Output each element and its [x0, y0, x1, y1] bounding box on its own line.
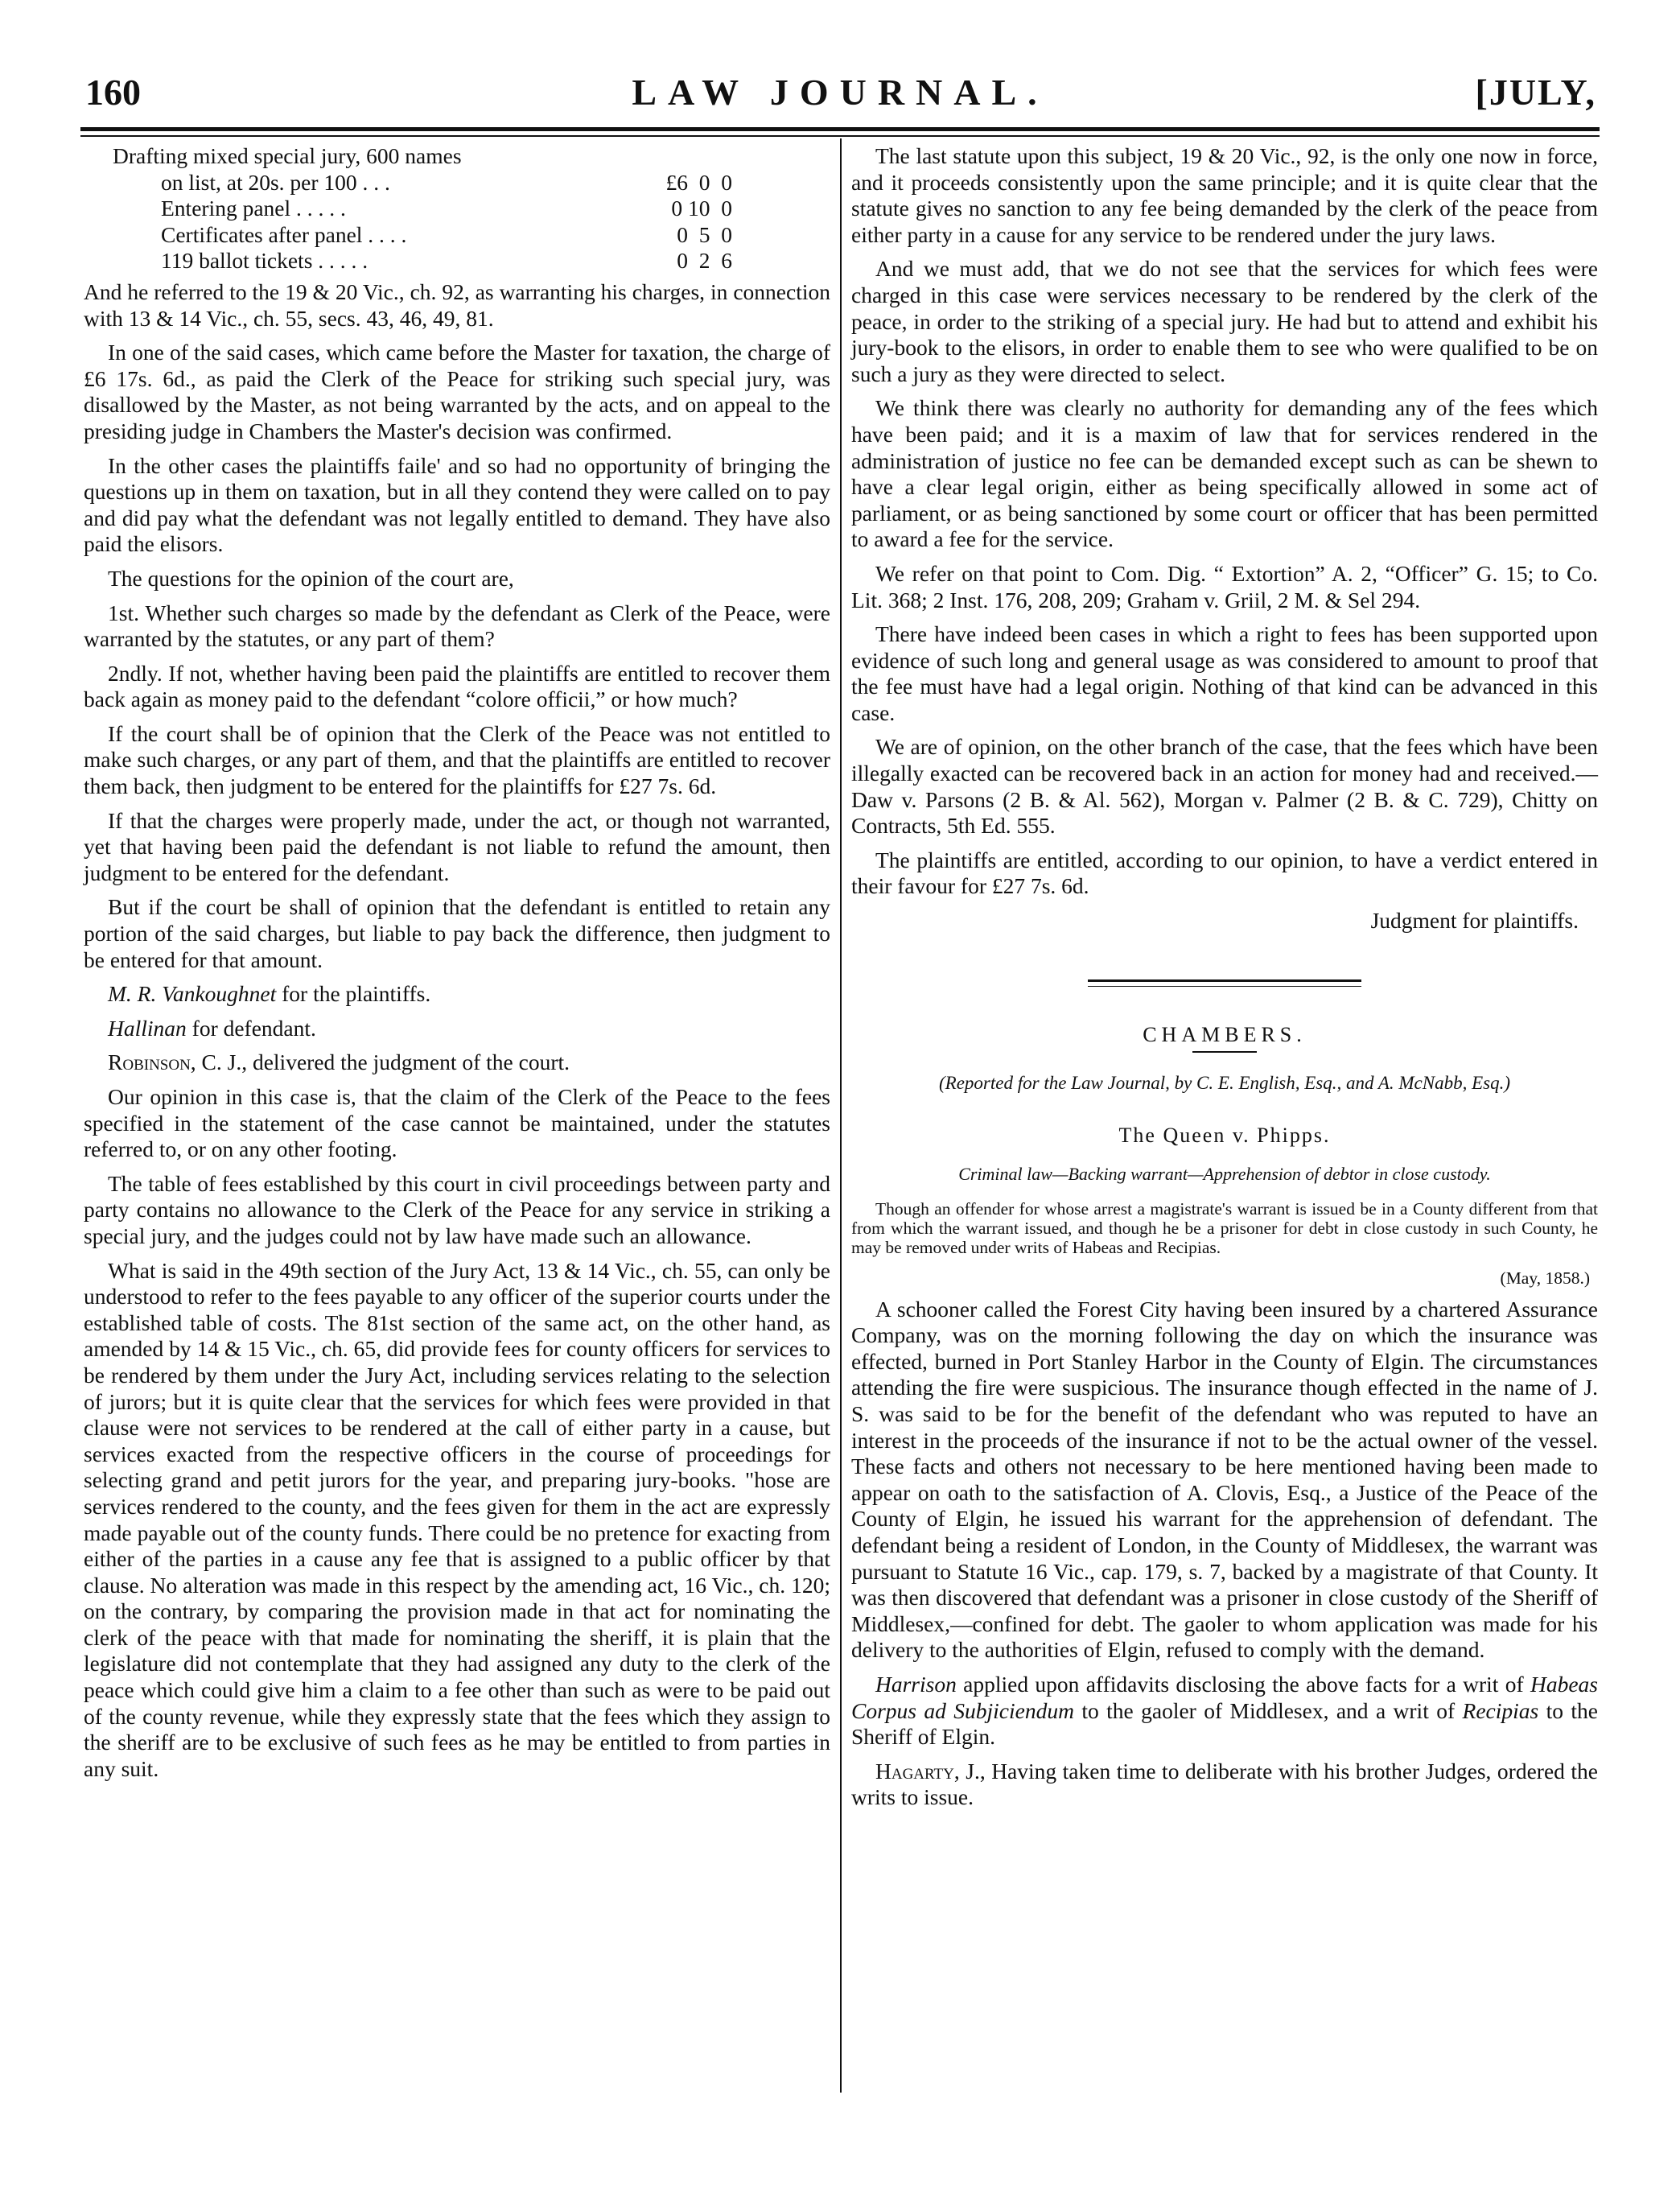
judge-name: Hagarty	[875, 1758, 954, 1784]
counsel-line	[84, 981, 830, 1008]
paragraph: We refer on that point to Com. Dig. “ Extortion” A. 2, “Officer” G. 15; to Co. Lit. 368; 2 Inst. 176, 208, 209; Graham v. Griil, 2 M. & Sel 294.	[851, 560, 1598, 612]
reporter-credit: (Reported for the Law Journal, by C. E. English, Esq., and A. McNabb, Esq.)	[939, 1073, 1510, 1094]
fee-amount: 0 2 6	[677, 248, 732, 274]
counsel-name: Hallinan	[108, 1015, 187, 1041]
page-number: 160	[85, 72, 141, 113]
section-title: CHAMBERS.	[1143, 1022, 1307, 1046]
case-title: The Queen v. Phipps.	[1118, 1123, 1331, 1147]
paragraph-text: applied upon affidavits disclosing the above facts for a writ of	[956, 1671, 1530, 1697]
left-column	[84, 143, 830, 1790]
column-divider	[840, 138, 842, 2093]
judgment-line: Judgment for plaintiffs.	[1370, 908, 1579, 934]
separator-rule	[1088, 979, 1361, 982]
section-title-rule	[1192, 1051, 1257, 1053]
fee-amount: £6 0 0	[665, 169, 732, 195]
counsel-name: M. R. Vankoughnet	[108, 981, 277, 1007]
paragraph: We are of opinion, on the other branch of the case, that the fees which have been illegally exacted can be recovered back in an action for money had and received.—Daw v. Parsons (2 B. & Al. 562), Morgan v. Palmer (2 B. & C. 729), Chitty on Contracts, 5th Ed. 555.	[851, 734, 1598, 839]
headnote: Though an offender for whose arrest a magistrate's warrant is issued be in a County different from that from which the warrant issued, and though he be a prisoner for debt in close custody in such County, he may be removed under writs of Habeas and Recipias.	[851, 1199, 1598, 1257]
running-month: [JULY,	[1475, 72, 1596, 113]
paragraph: There have indeed been cases in which a right to fees has been supported upon evidence of such long and general usage as was considered to amount to proof that the fee must have had a legal origin. Nothing of that kind can be advanced in this case.	[851, 621, 1598, 725]
paragraph: And he referred to the 19 & 20 Vic., ch. 92, as warranting his charges, in connection with 13 & 14 Vic., ch. 55, secs. 43, 46, 49, 81.	[84, 278, 830, 331]
counsel-role: for defendant.	[186, 1015, 316, 1041]
counsel-line	[84, 1016, 830, 1042]
section-separator	[1088, 979, 1361, 987]
page-header	[80, 71, 1600, 122]
paragraph: The table of fees established by this court in civil proceedings between party and party contains no allowance to the Clerk of the Peace for any service in striking a special jury, and the judges could not by law have made such an allowance.	[84, 1170, 830, 1248]
case-keywords: Criminal law—Backing warrant—Apprehension of debtor in close custody.	[958, 1164, 1491, 1185]
writ-name: Habeas Corpus ad Subjiciendum	[851, 1671, 1598, 1723]
paragraph-text: to the gaoler of Middlesex, and a writ of	[1073, 1697, 1463, 1723]
judge-name: Robinson	[108, 1050, 191, 1075]
paragraph: If the court shall be of opinion that the Clerk of the Peace was not entitled to make such charges, or any part of them, and that the plaintiffs are entitled to recover them back, then judgment to be entered for the plaintiffs for £27 7s. 6d.	[84, 720, 830, 799]
paragraph: The questions for the opinion of the court are,	[108, 565, 514, 591]
paragraph: 2ndly. If not, whether having been paid the plaintiffs are entitled to recover them back again as money paid to the defendant “colore officii,” or how much?	[84, 660, 830, 712]
fee-row	[161, 196, 732, 222]
fee-table	[161, 170, 732, 274]
paragraph: In the other cases the plaintiffs faile' and so had no opportunity of bringing the questions up in them on taxation, but in all they contend they were called on to pay and did pay what the defendant was not legally entitled to demand. They have also paid the elisors.	[84, 452, 830, 557]
paragraph-text: , J., Having taken time to deliberate with his brother Judges, ordered the writs to issue.	[851, 1758, 1598, 1810]
paragraph: Our opinion in this case is, that the claim of the Clerk of the Peace to the fees specified in the statement of the case cannot be maintained, under the statutes referred to, or on any other footing.	[84, 1084, 830, 1162]
fee-label: Certificates after panel . . . .	[161, 221, 407, 247]
judge-text: , C. J., delivered the judgment of the court.	[190, 1050, 570, 1075]
paragraph: In one of the said cases, which came before the Master for taxation, the charge of £6 17s. 6d., as paid the Clerk of the Peace for striking such special jury, was disallowed by the Master, as not being warranted by the acts, and on appeal to the presiding judge in Chambers the Master's decision was confirmed.	[84, 340, 830, 443]
header-rule-thin	[80, 135, 1600, 137]
paragraph: But if the court be shall of opinion that the defendant is entitled to retain any portion of the said charges, but liable to pay back the difference, then judgment to be entered for that amount.	[84, 894, 830, 972]
fee-row	[161, 222, 732, 249]
fee-amount: 0 10 0	[671, 196, 732, 221]
paragraph	[851, 1759, 1598, 1811]
fee-amount: 0 5 0	[677, 221, 732, 247]
paragraph	[851, 1672, 1598, 1751]
right-column	[851, 143, 1598, 1819]
paragraph: A schooner called the Forest City having been insured by a chartered Assurance Company, was on the morning following the day on which the insurance was effected, burned in Port Stanley Harbor in the County of Elgin. The circumstances attending the fire were suspicious. The insurance though effected in the name of J. S. was said to be for the benefit of the defendant who was reputed to have an interest in the proceeds of the insurance if not to be the actual owner of the vessel. These facts and others not necessary to be here mentioned having been made to appear on oath to the satisfaction of A. Clovis, Esq., a Justice of the Peace of the County of Elgin, he issued his warrant for the apprehension of defendant. The defendant being a resident of London, in the County of Middlesex, the warrant was pursuant to Statute 16 Vic., cap. 179, s. 7, backed by a magistrate of that County. It was then discovered that defendant was a prisoner in close custody of the Sheriff of Middlesex,—confined for debt. The gaoler to whom application was made for his delivery to the authorities of Elgin, refused to comply with the demand.	[851, 1296, 1598, 1663]
paragraph: And we must add, that we do not see that the services for which fees were charged in this case were services necessary to be rendered by the clerk of the peace, in order to the striking of a special jury. He had but to attend and exhibit his jury-book to the elisors, in order to enable them to see who were qualified to be on such a jury as they were directed to select.	[851, 256, 1598, 386]
counsel-name: Harrison	[875, 1671, 957, 1697]
fee-row	[161, 248, 732, 274]
journal-title: LAW JOURNAL.	[632, 72, 1048, 113]
header-rule-thick	[80, 127, 1600, 131]
paragraph: 1st. Whether such charges so made by the defendant as Clerk of the Peace, were warranted by the statutes, or any part of them?	[84, 600, 830, 652]
paragraph: What is said in the 49th section of the Jury Act, 13 & 14 Vic., ch. 55, can only be understood to refer to the fees payable to any officer of the superior courts under the established table of costs. The 81st section of the same act, on the other hand, as amended by 14 & 15 Vic., ch. 65, did provide fees for county officers for services to be rendered by them under the Jury Act, including services relating to the selection of jurors; but it is quite clear that the services for which fees were provided in that clause were not services to be rendered at the call of either party in a cause, but services exacted from the respective officers in the course of proceedings for selecting grand and petit jurors for the year, and preparing jury-books. "hose are services rendered to the county, and the fees given for them in the act are expressly made payable out of the county funds. There could be no pretence for exacting from either of the parties in a cause any fee that is assigned to a public officer by that clause. No alteration was made in this respect by the amending act, 16 Vic., ch. 120; on the contrary, by comparing the provision made in that act for nominating the clerk of the peace with that made for nominating the sheriff, it is plain that the legislature did not contemplate that they had assigned any duty to the clerk of the peace which could give him a claim to a fee other than such as were to be paid out of the county revenue, while they expressly state that the fees which they assign to the sheriff are to be exclusive of such fees as he may be entitled to from parties in any suit.	[84, 1257, 830, 1781]
fee-label: on list, at 20s. per 100 . . .	[161, 169, 390, 195]
paragraph: The plaintiffs are entitled, according to our opinion, to have a verdict entered in their favour for £27 7s. 6d.	[851, 847, 1598, 899]
paragraph: The last statute upon this subject, 19 & 20 Vic., 92, is the only one now in force, and it proceeds consistently upon the same principle; and it is quite clear that the statute gives no sanction to any fee being demanded by the clerk of the peace from either party in a cause for any service to be rendered under the jury laws.	[851, 143, 1598, 247]
judge-line	[84, 1050, 830, 1076]
paragraph: If that the charges were properly made, under the act, or though not warranted, yet that having been paid the defendant is not liable to refund the amount, then judgment to be entered for the defendant.	[84, 807, 830, 885]
writ-name: Recipias	[1462, 1697, 1539, 1723]
case-date: (May, 1858.)	[1500, 1268, 1590, 1288]
fee-label: Entering panel . . . . .	[161, 196, 346, 221]
fee-table-heading: Drafting mixed special jury, 600 names	[113, 143, 462, 168]
counsel-role: for the plaintiffs.	[276, 981, 431, 1007]
fee-row	[161, 170, 732, 196]
fee-label: 119 ballot tickets . . . . .	[161, 248, 369, 274]
paragraph: We think there was clearly no authority for demanding any of the fees which have been paid; and it is a maxim of law that for services rendered in the administration of justice no fee can be demanded except such as can be shewn to have a clear legal origin, either as being specifically allowed in some act of parliament, or as being sanctioned by some court or officer that has been permitted to award a fee for the service.	[851, 395, 1598, 552]
paragraph-text: to the Sheriff of Elgin.	[851, 1697, 1598, 1750]
separator-rule	[1088, 986, 1361, 987]
